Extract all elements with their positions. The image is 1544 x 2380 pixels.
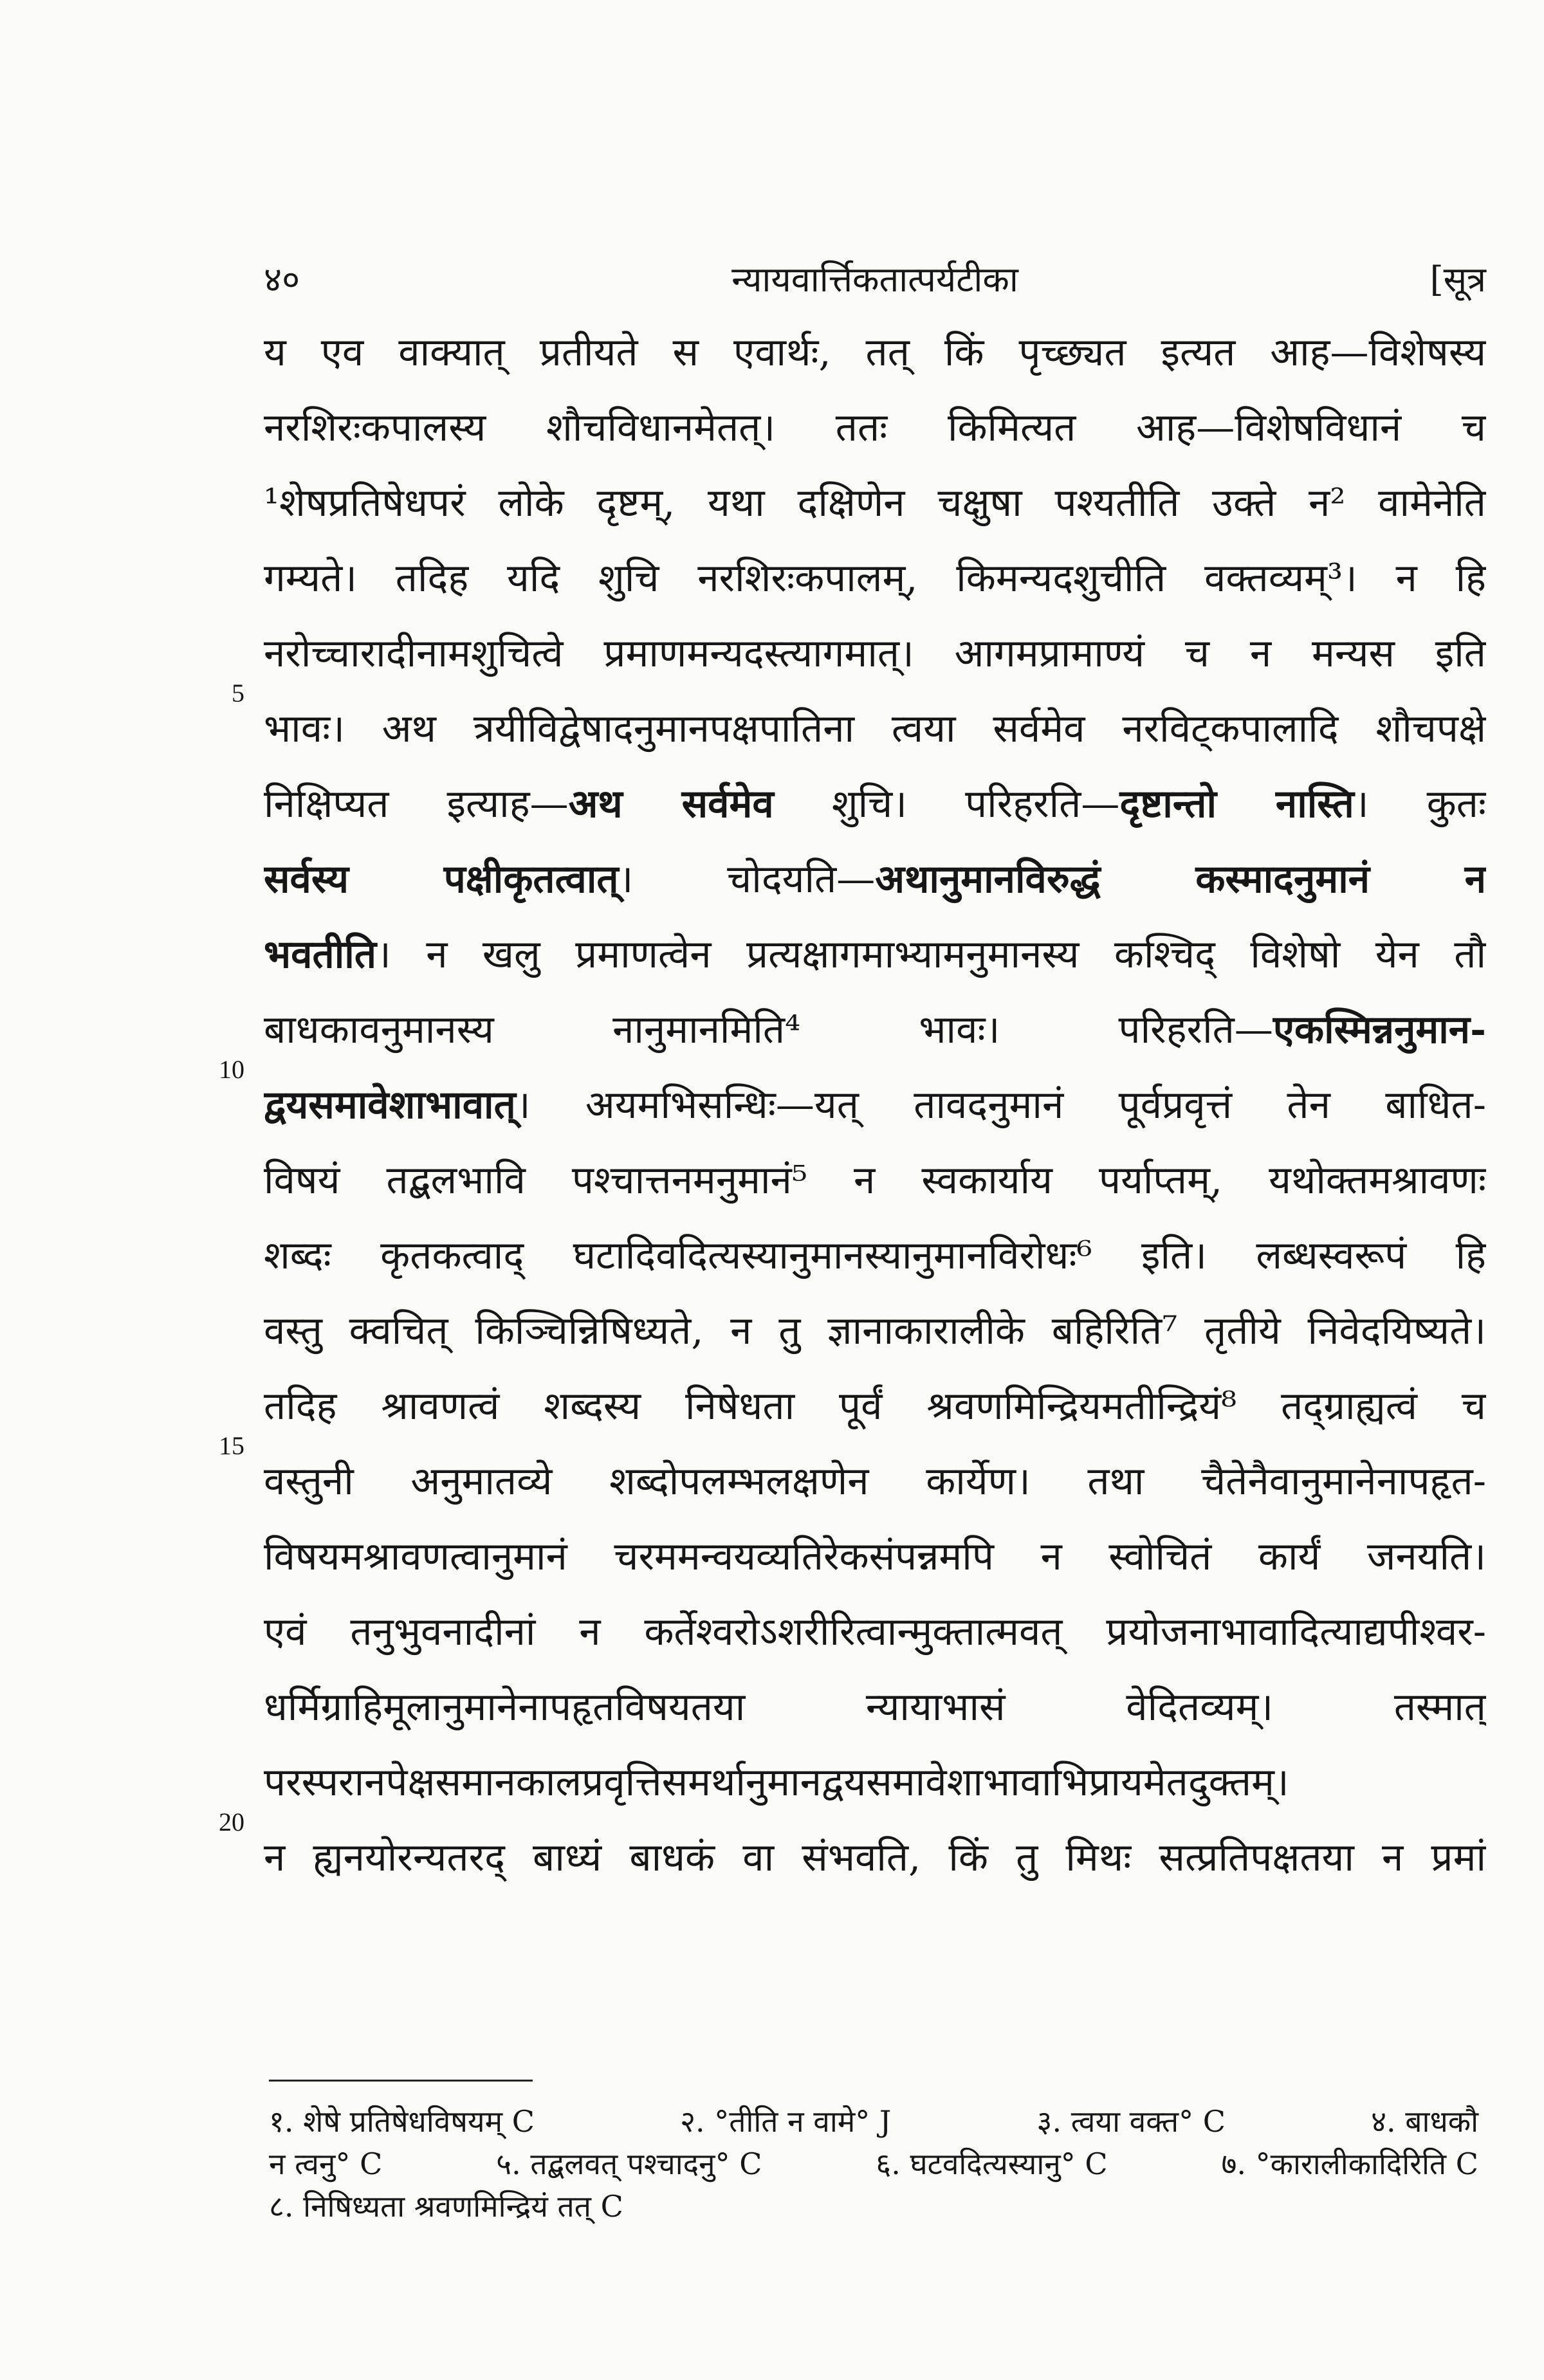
footnote: ८. निषिध्यता श्रवणमिन्द्रियं तत् C [269,2189,623,2224]
footnote: न त्वनु° C [269,2147,383,2181]
text-segment: बाधकावनुमानस्य नानुमानमिति⁴ भावः। परिहरति— [264,1007,1273,1052]
text-segment: न ह्यनयोरन्यतरद् बाध्यं बाधकं वा संभवति, किं तु मिथः सत्प्रतिपक्षतया न प्रमां [264,1835,1486,1880]
text-line [264,1670,1486,1745]
text-line [264,1820,1486,1896]
footnote: ४. बाधकौ [1371,2104,1478,2139]
text-line [264,315,1486,390]
line-number: 5 [232,679,244,708]
text-segment: नरशिरःकपालस्य शौचविधानमेतत्। ततः किमित्यत आह—विशेषविधानं च [264,405,1486,450]
emphasized-text: भवतीति [264,932,377,977]
emphasized-text: अथानुमानविरुद्धं कस्मादनुमानं न [875,857,1486,902]
text-segment: शुचि। परिहरति— [773,782,1120,827]
text-segment: विषयं तद्बलभावि पश्चात्तनमनुमानं⁵ न स्वकार्याय पर्याप्तम्, यथोक्तमश्रावणः [264,1158,1486,1203]
text-line [264,616,1486,691]
text-segment: भावः। अथ त्रयीविद्वेषादनुमानपक्षपातिना त्वया सर्वमेव नरविट्कपालादि शौचपक्षे [264,706,1486,751]
footnote: ५. तद्बलवत् पश्चादनु° C [496,2147,762,2181]
text-segment: । कुतः [1354,782,1486,827]
text-segment: य एव वाक्यात् प्रतीयते स एवार्थः, तत् किं पृच्छ्यत इत्यत आह—विशेषस्य [264,330,1486,375]
text-line [264,1745,1486,1820]
text-segment: नरोच्चारादीनामशुचित्वे प्रमाणमन्यदस्त्यागमात्। आगमप्रामाण्यं च न मन्यस इति [264,631,1486,676]
footnote-line [269,2100,1478,2143]
text-line [264,1595,1486,1670]
text-segment: धर्मिग्राहिमूलानुमानेनापहृतविषयतया न्यायाभासं वेदितव्यम्। तस्मात् [264,1685,1486,1730]
text-segment: निक्षिप्यत इत्याह— [264,782,569,827]
text-segment: परस्परानपेक्षसमानकालप्रवृत्तिसमर्थानुमानद्वयसमावेशाभावाभिप्रायमेतदुक्तम्। [264,1760,1289,1805]
line-number: 15 [219,1431,244,1460]
text-line [264,1444,1486,1519]
text-segment: एवं तनुभुवनादीनां न कर्तेश्वरोऽशरीरित्वान्मुक्तात्मवत् प्रयोजनाभावादित्याद्यपीश्वर- [264,1609,1486,1654]
line-number: 10 [219,1055,244,1084]
footnote-rule [269,2080,533,2082]
text-segment: वस्तुनी अनुमातव्ये शब्दोपलम्भलक्षणेन कार्येण। तथा चैतेनैवानुमानेनापहृत- [264,1459,1486,1504]
text-segment: विषयमश्रावणत्वानुमानं चरममन्वयव्यतिरेकसंपन्नमपि न स्वोचितं कार्यं जनयति। [264,1534,1486,1579]
main-text [264,315,1486,1896]
text-line [264,1519,1486,1595]
line-number: 20 [219,1808,244,1836]
text-segment: तदिह श्रावणत्वं शब्दस्य निषेधता पूर्वं श्रवणमिन्द्रियमतीन्द्रियं⁸ तद्ग्राह्यत्वं च [264,1384,1486,1429]
text-line [264,691,1486,767]
footnote: १. शेषे प्रतिषेधविषयम् C [269,2104,535,2139]
footnote: २. °तीति न वामे° J [680,2104,892,2139]
text-line [264,1218,1486,1294]
text-line [264,767,1486,842]
footnote: ३. त्वया वक्त° C [1036,2104,1226,2139]
text-line [264,1294,1486,1369]
emphasized-text: अथ सर्वमेव [568,782,774,827]
running-title: न्यायवार्त्तिकतात्पर्यटीका [731,259,1018,300]
emphasized-text: एकस्मिन्ननुमान- [1273,1007,1486,1052]
text-segment: । न खलु प्रमाणत्वेन प्रत्यक्षागमाभ्यामनुमानस्य कश्चिद् विशेषो येन तौ [376,932,1486,977]
emphasized-text: दृष्टान्तो नास्ति [1119,782,1354,827]
text-line [264,993,1486,1068]
text-line [264,1068,1486,1143]
text-line [264,466,1486,541]
footnote: ७. °कारालीकादिरिति C [1221,2147,1478,2181]
text-segment: गम्यते। तदिह यदि शुचि नरशिरःकपालम्, किमन्यदशुचीति वक्तव्यम्³। न हि [264,556,1486,601]
text-line [264,541,1486,616]
text-segment: शब्दः कृतकत्वाद् घटादिवदित्यस्यानुमानस्यानुमानविरोधः⁶ इति। लब्धस्वरूपं हि [264,1233,1486,1278]
text-segment: । अयमभिसन्धिः—यत् तावदनुमानं पूर्वप्रवृत्तं तेन बाधित- [515,1083,1486,1128]
footnote-line [269,2143,1478,2185]
text-segment: । चोदयति— [618,857,876,902]
text-line [264,917,1486,993]
text-line [264,1143,1486,1218]
text-line [264,390,1486,466]
text-line [264,842,1486,917]
emphasized-text: द्वयसमावेशाभावात् [264,1083,516,1128]
footnotes [269,2100,1478,2228]
text-segment: वस्तु क्वचित् किञ्चिन्निषिध्यते, न तु ज्ञानाकारालीके बहिरिति⁷ तृतीये निवेदयिष्यते। [264,1308,1486,1353]
section-marker: [सूत्र [1429,259,1486,300]
running-header [264,254,1486,306]
emphasized-text: सर्वस्य पक्षीकृतत्वात् [264,857,619,902]
footnote-line [269,2185,1478,2228]
footnote: ६. घटवदित्यस्यानु° C [876,2147,1108,2181]
text-segment: ¹शेषप्रतिषेधपरं लोके दृष्टम्, यथा दक्षिणेन चक्षुषा पश्यतीति उक्ते न² वामेनेति [264,481,1486,526]
page-number: ४० [264,259,300,300]
text-line [264,1369,1486,1444]
